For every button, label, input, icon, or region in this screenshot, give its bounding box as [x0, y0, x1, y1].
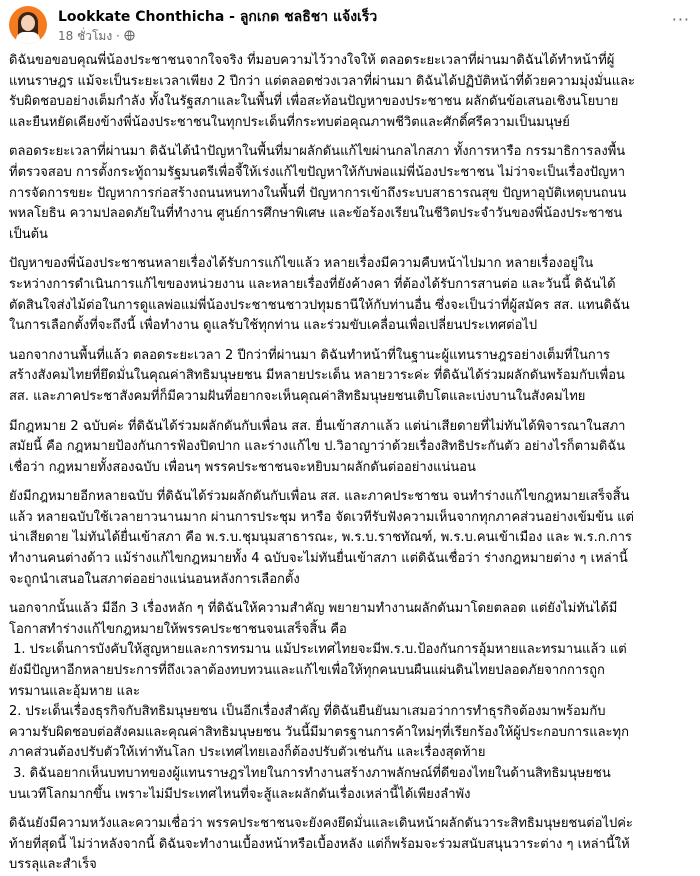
- post-paragraph: ปัญหาของพี่น้องประชาชนหลายเรื่องได้รับการแก้ไขแล้ว หลายเรื่องมีความคืบหน้าไปมาก หลายเรื่องอยู่ใน ระหว่างการดำเนินการแก้ไขของหน่วยงาน และหลายเรื่องที่ยังค้างคา ที่ต้องได้รับการสานต่อ และวันนี้ ดิฉันได้ ตัดสินใจส่งไม้ต่อในการดูแลพ่อแม่พี่น้องประชาชนชาวปทุมธานีให้กับท่านอื่น ซึ่งจะเป็นว่าที่ผู้สมัคร สส. แทนดิฉัน ในการเลือกตั้งที่จะถึงนี้ เพื่อทำงาน ดูแลรับใช้ทุกท่าน และร่วมขับเคลื่อนเพื่อเปลี่ยนประเทศต่อไป: [9, 256, 630, 334]
- post-paragraph: ดิฉันยังมีความหวังและความเชื่อว่า พรรคประชาชนจะยังคงยึดมั่นและเดินหน้าผลักดันวาระสิทธิมนุษยชนต่อไปค่ะ ท้ายที่สุดนี้ ไม่ว่าหลังจากนี้ ดิฉันจะทำงานเบื้องหน้าหรือเบื้องหลัง แต่ก็พร้อมจะร่วมสนับสนุนวาระต่าง ๆ เหล่านี้ให้ บรรลุและสำเร็จ: [9, 816, 633, 873]
- avatar[interactable]: [9, 6, 47, 44]
- more-options-button[interactable]: ···: [671, 10, 690, 29]
- avatar-face: [21, 15, 35, 31]
- post-paragraph: ดิฉันขอขอบคุณพี่น้องประชาชนจากใจจริง ที่มอบความไว้วางใจให้ ตลอดระยะเวลาที่ผ่านมาดิฉันได้ทำหน้าที่ผู้ แทนราษฎร แม้จะเป็นระยะเวลาเพียง 2 ปีกว่า แต่ตลอดช่วงเวลาที่ผ่านมา ดิฉันได้ปฏิบัติหน้าที่ด้วยความมุ่งมั่นและ รับผิดชอบอย่างเต็มกำลัง ทั้งในรัฐสภาและในพื้นที่ เพื่อสะท้อนปัญหาของประชาชน ผลักดันข้อเสนอเชิงนโยบาย และยืนหยัดเคียงข้างพี่น้องประชาชนในทุกประเด็นที่กระทบต่อคุณภาพชีวิตและศักดิ์ศรีความเป็นมนุษย์: [9, 53, 636, 130]
- author-name[interactable]: Lookkate Chonthicha - ลูกเกด ชลธิชา แจ้งเร็ว: [58, 9, 378, 25]
- post-paragraph: ยังมีกฎหมายอีกหลายฉบับ ที่ดิฉันได้ร่วมผลักดันกับเพื่อน สส. และภาคประชาชน จนทำร่างแก้ไขกฎหมายเสร็จสิ้น แล้ว หลายฉบับใช้เวลายาวนานมาก ผ่านการประชุม หารือ จัดเวทีรับฟังความเห็นจากทุกภาคส่วนอย่างเข้มข้น แต่ น่าเสียดาย ไม่ทันได้ยื่นเข้าสภา คือ พ.ร.บ.ชุมนุมสาธารณะ, พ.ร.บ.ราชทัณฑ์, พ.ร.บ.คนเข้าเมือง และ พ.ร.ก.การ ทำงานคนต่างด้าว แม้ร่างแก้ไขกฎหมายทั้ง 4 ฉบับจะไม่ทันยื่นเข้าสภา แต่ดิฉันเชื่อว่า ร่างกฎหมายต่าง ๆ เหล่านี้ จะถูกนำเสนอในสภาต่ออย่างแน่นอนหลังการเลือกตั้ง: [9, 489, 634, 587]
- post-time[interactable]: 18 ชั่วโมง: [58, 29, 113, 43]
- avatar-body: [16, 32, 40, 44]
- post-paragraph: มีกฎหมาย 2 ฉบับค่ะ ที่ดิฉันได้ร่วมผลักดันกับเพื่อน สส. ยื่นเข้าสภาแล้ว แต่น่าเสียดายที่ไม่ทันได้พิจารณาในสภา สมัยนี้ คือ กฎหมายป้องกันการฟ้องปิดปาก และร่างแก้ไข ป.วิอาญาว่าด้วยเรื่องสิทธิประกันตัว อย่างไรก็ตามดิฉัน เชื่อว่า กฎหมายทั้งสองฉบับ เพื่อนๆ พรรคประชาชนจะหยิบมาผลักดันต่ออย่างแน่นอน: [9, 418, 626, 475]
- globe-icon: [124, 30, 135, 41]
- post-paragraph: นอกจากงานพื้นที่แล้ว ตลอดระยะเวลา 2 ปีกว่าที่ผ่านมา ดิฉันทำหน้าที่ในฐานะผู้แทนราษฎรอย่างเต็มที่ในการ สร้างสังคมไทยที่ยึดมั่นในคุณค่าสิทธิมนุษยชน มีหลายประเด็น หลายวาระค่ะ ที่ดิฉันได้ร่วมผลักดันพร้อมกับเพื่อน สส. และภาคประชาสังคมที่ก็มีความฝันที่อยากจะเห็นคุณค่าสิทธิมนุษยชนเติบโตและเบ่งบานในสังคมไทย: [9, 347, 625, 404]
- post-paragraph: นอกจากนั้นแล้ว มีอีก 3 เรื่องหลัก ๆ ที่ดิฉันให้ความสำคัญ พยายามทำงานผลักดันมาโดยตลอด แต่ยังไม่ทันได้มี โอกาสทำร่างแก้ไขกฎหมายให้พรรคประชาชนจนเสร็จสิ้น คือ 1. ประเด็นการบังคับให้สูญหายและการทรมาน แม้ประเทศไทยจะมีพ.ร.บ.ป้องกันการอุ้มหายและทรมานแล้ว แต่ ยังมีปัญหาอีกหลายประการที่ถึงเวลาต้องทบทวนและแก้ไขเพื่อให้ทุกคนบนผืนแผ่นดินไทยปลอดภัยจากการถูก ทรมานและอุ้มหาย และ 2. ประเด็นเรื่องธุรกิจกับสิทธิมนุษยชน เป็นอีกเรื่องสำคัญ ที่ดิฉันยืนยันมาเสมอว่าการทำธุรกิจต้องมาพร้อมกับ ความรับผิดชอบต่อสังคมและคุณค่าสิทธิมนุษยชน วันนี้มีมาตรฐานการค้าใหม่ๆที่เรียกร้องให้ผู้ประกอบการและทุก ภาคส่วนต้องปรับตัวให้เท่าทันโลก ประเทศไทยเองก็ต้องปรับตัวเช่นกัน และเรื่องสุดท้าย 3. ดิฉันอยากเห็นบทบาทของผู้แทนราษฎรไทยในการทำงานสร้างภาพลักษณ์ที่ดีของไทยในด้านสิทธิมนุษยชน บนเวทีโลกมากขึ้น เพราะไม่มีประเทศไหนที่จะสู้และผลักดันเรื่องเหล่านี้ได้เพียงลำพัง: [9, 601, 629, 802]
- post-meta: [58, 27, 135, 46]
- post-header: [0, 0, 700, 50]
- post-body: [9, 51, 700, 876]
- meta-separator: ·: [116, 29, 120, 43]
- post-paragraph: ตลอดระยะเวลาที่ผ่านมา ดิฉันได้นำปัญหาในพื้นที่มาผลักดันแก้ไขผ่านกลไกสภา ทั้งการหารือ กรรมาธิการลงพื้น ที่ตรวจสอบ การตั้งกระทู้ถามรัฐมนตรีเพื่อจี้ให้เร่งแก้ไขปัญหาให้กับพ่อแม่พี่น้องประชาชน ไม่ว่าจะเป็นเรื่องปัญหา การจัดการขยะ ปัญหาการก่อสร้างถนนหนทางในพื้นที่ ปัญหาการเข้าถึงระบบสาธารณสุข ปัญหาอุบัติเหตุบนถนน พหลโยธิน ความปลอดภัยในที่ทำงาน ศูนย์การศึกษาพิเศษ และข้อร้องเรียนในชีวิตประจำวันของพี่น้องประชาชน เป็นต้น: [9, 144, 627, 242]
